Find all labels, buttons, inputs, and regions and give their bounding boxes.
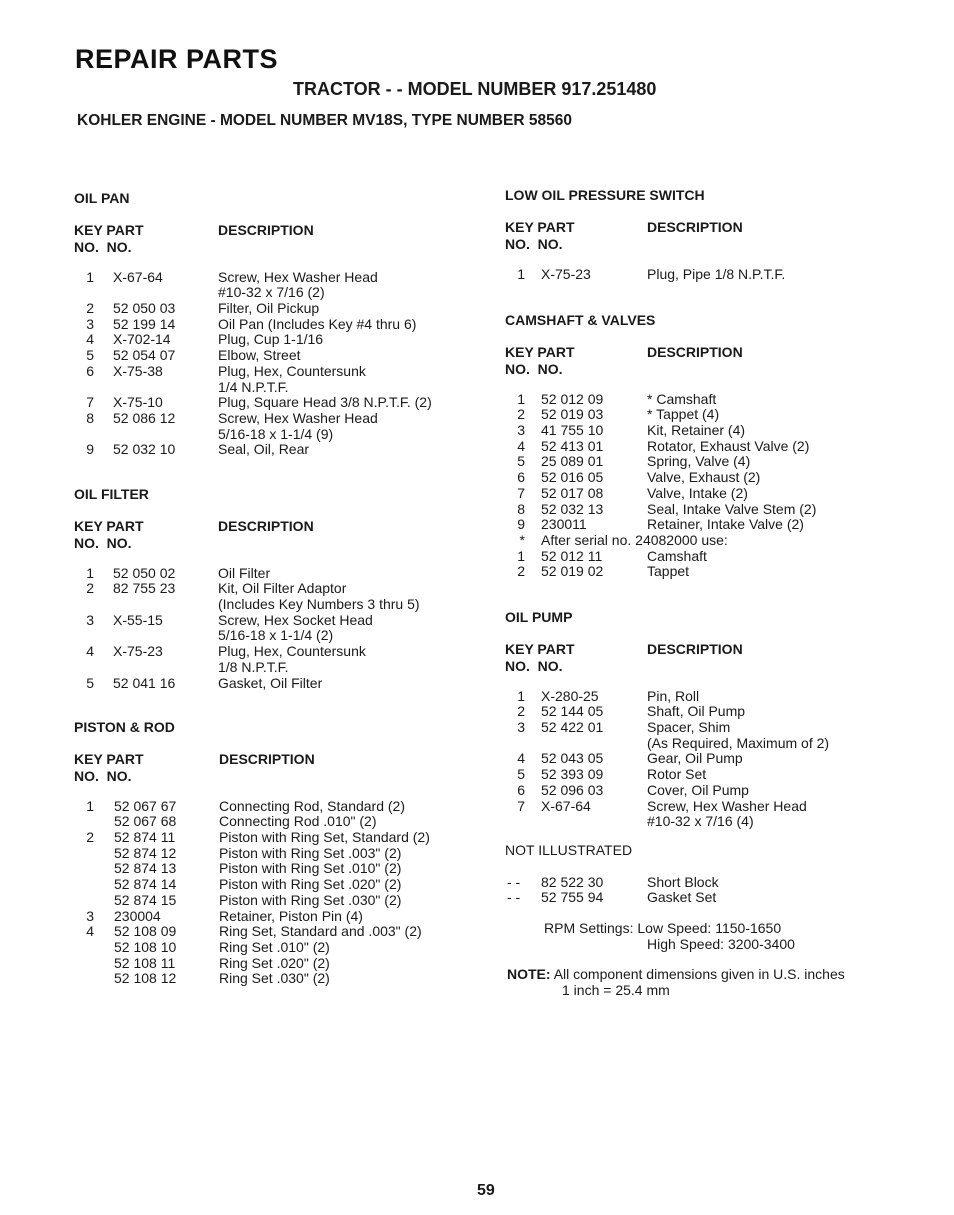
section-heading: OIL PAN — [74, 190, 130, 206]
part-description: Kit, Retainer (4) — [647, 422, 746, 439]
not-illustrated-section — [505, 843, 925, 906]
key-number: 2 — [86, 300, 94, 317]
part-description: Retainer, Intake Valve (2) — [647, 516, 804, 533]
part-row — [505, 767, 925, 783]
key-part-header — [505, 219, 575, 253]
part-number: 52 050 02 — [113, 564, 176, 581]
page-number: 59 — [477, 1182, 495, 1199]
part-description: Connecting Rod, Standard (2) — [219, 797, 405, 814]
rpm-settings — [544, 921, 924, 952]
key-number: 1 — [86, 564, 94, 581]
part-number: 52 012 11 — [541, 547, 603, 564]
part-description: Retainer, Piston Pin (4) — [219, 907, 363, 924]
part-number: 52 054 07 — [113, 347, 176, 364]
description-header: DESCRIPTION — [647, 640, 743, 657]
column-header — [505, 344, 925, 378]
section-heading: LOW OIL PRESSURE SWITCH — [505, 187, 705, 203]
part-number: 52 067 67 — [114, 797, 177, 814]
part-row — [74, 270, 494, 301]
part-number: 52 108 12 — [114, 970, 177, 987]
part-description: Spring, Valve (4) — [647, 453, 751, 470]
part-description: Elbow, Street — [218, 347, 301, 364]
part-row — [505, 454, 925, 470]
key-number: 3 — [86, 315, 94, 332]
part-description: * Camshaft — [647, 390, 717, 407]
no-no-label: NO. NO. — [505, 360, 563, 377]
part-row — [505, 517, 925, 533]
part-row — [505, 502, 925, 518]
part-row — [74, 861, 494, 877]
part-description: Plug, Square Head 3/8 N.P.T.F. (2) — [218, 394, 432, 411]
key-number: 4 — [517, 437, 525, 454]
part-number: X-702-14 — [113, 331, 171, 348]
part-number: 52 032 10 — [113, 441, 176, 458]
part-number: X-55-15 — [113, 611, 163, 628]
part-description: Plug, Hex, Countersunk — [218, 362, 366, 379]
part-row — [505, 704, 925, 720]
key-number: 1 — [517, 547, 525, 564]
key-number: 9 — [86, 441, 94, 458]
part-description: Screw, Hex Socket Head — [218, 611, 373, 628]
description-header: DESCRIPTION — [218, 221, 314, 238]
part-description: 1/8 N.P.T.F. — [218, 658, 289, 675]
part-number: X-75-23 — [113, 643, 163, 660]
part-description: Plug, Hex, Countersunk — [218, 643, 366, 660]
part-row — [74, 971, 494, 987]
part-row — [74, 566, 494, 582]
section-heading: CAMSHAFT & VALVES — [505, 312, 656, 328]
part-number: 41 755 10 — [541, 422, 604, 439]
key-part-header — [74, 751, 144, 785]
oil-pan-section — [74, 191, 494, 458]
part-row — [74, 799, 494, 815]
key-number: 3 — [86, 611, 94, 628]
page-title: REPAIR PARTS — [75, 44, 279, 74]
part-description: #10-32 x 7/16 (2) — [218, 284, 325, 301]
part-description: Kit, Oil Filter Adaptor — [218, 580, 347, 597]
key-number: 7 — [86, 394, 94, 411]
part-number: 82 755 23 — [113, 580, 176, 597]
part-description: Rotor Set — [647, 766, 707, 783]
key-number: 4 — [86, 643, 94, 660]
oil-filter-section — [74, 487, 494, 691]
part-row — [505, 751, 925, 767]
part-number: 52 108 11 — [114, 954, 176, 971]
rpm-low-speed: Low Speed: 1150-1650 — [637, 920, 782, 936]
part-number: X-67-64 — [541, 797, 591, 814]
part-description: Gear, Oil Pump — [647, 750, 743, 767]
part-row — [74, 814, 494, 830]
key-number: - - — [507, 889, 521, 906]
description-header: DESCRIPTION — [219, 750, 315, 767]
part-number: 52 393 09 — [541, 766, 604, 783]
key-part-header — [74, 518, 144, 552]
part-description: Spacer, Shim — [647, 719, 731, 736]
part-row — [74, 940, 494, 956]
part-row — [74, 644, 494, 675]
note-line-2: 1 inch = 25.4 mm — [562, 981, 670, 998]
note-line-1: All component dimensions given in U.S. inches — [553, 966, 845, 982]
key-number: 6 — [86, 362, 94, 379]
key-part-label: KEY PART — [505, 343, 575, 360]
key-number: * — [519, 531, 525, 548]
part-row — [74, 395, 494, 411]
part-row — [505, 470, 925, 486]
camshaft-valves-section — [505, 313, 925, 580]
part-row — [505, 486, 925, 502]
part-number: 52 067 68 — [114, 813, 177, 830]
key-number: 5 — [86, 674, 94, 691]
part-row — [74, 676, 494, 692]
key-part-label: KEY PART — [74, 517, 144, 534]
engine-model-heading: KOHLER ENGINE - MODEL NUMBER MV18S, TYPE NUMBER 58560 — [77, 112, 572, 129]
key-part-label: KEY PART — [74, 750, 144, 767]
no-no-label: NO. NO. — [505, 657, 563, 674]
no-no-label: NO. NO. — [505, 235, 563, 252]
part-description: Valve, Intake (2) — [647, 484, 748, 501]
key-number: 1 — [86, 268, 94, 285]
part-number: 52 086 12 — [113, 409, 176, 426]
part-row — [74, 301, 494, 317]
part-description: 5/16-18 x 1-1/4 (9) — [218, 425, 334, 442]
part-description: Screw, Hex Washer Head — [218, 409, 378, 426]
part-number: X-75-10 — [113, 394, 163, 411]
key-number: 4 — [86, 923, 94, 940]
part-row — [74, 613, 494, 644]
part-description: Pin, Roll — [647, 687, 700, 704]
part-description: Camshaft — [647, 547, 707, 564]
part-description: (As Required, Maximum of 2) — [647, 734, 830, 751]
column-header — [74, 518, 494, 552]
oil-pump-section — [505, 610, 925, 830]
part-row — [505, 720, 925, 751]
part-description: Ring Set .030" (2) — [219, 970, 330, 987]
part-row — [505, 890, 925, 906]
part-row — [505, 689, 925, 705]
part-number: 52 016 05 — [541, 469, 604, 486]
part-description: 5/16-18 x 1-1/4 (2) — [218, 627, 334, 644]
part-row — [74, 909, 494, 925]
key-part-label: KEY PART — [505, 640, 575, 657]
part-row — [74, 581, 494, 612]
part-number: 52 755 94 — [541, 889, 604, 906]
part-description: Ring Set, Standard and .003" (2) — [219, 923, 422, 940]
key-number: 2 — [517, 703, 525, 720]
key-number: 7 — [517, 484, 525, 501]
key-number: 7 — [517, 797, 525, 814]
part-number: 25 089 01 — [541, 453, 604, 470]
part-number: After serial no. 24082000 use: — [541, 531, 728, 548]
key-part-label: KEY PART — [74, 221, 144, 238]
part-number: 52 874 13 — [114, 860, 177, 877]
part-row — [505, 267, 925, 283]
key-number: - - — [507, 873, 521, 890]
part-description: Screw, Hex Washer Head — [647, 797, 807, 814]
part-description: Plug, Pipe 1/8 N.P.T.F. — [647, 265, 786, 282]
rpm-label: RPM Settings: — [544, 920, 634, 936]
part-row — [505, 392, 925, 408]
section-heading: PISTON & ROD — [74, 719, 175, 735]
key-number: 5 — [517, 453, 525, 470]
part-row — [505, 799, 925, 830]
description-header: DESCRIPTION — [218, 517, 314, 534]
part-row — [74, 830, 494, 846]
part-number: 52 019 03 — [541, 406, 604, 423]
part-description: Tappet — [647, 563, 690, 580]
part-number: 230004 — [114, 907, 161, 924]
piston-rod-section — [74, 720, 494, 987]
part-row — [505, 533, 925, 549]
key-part-label: KEY PART — [505, 218, 575, 235]
part-number: 52 874 14 — [114, 876, 177, 893]
part-description: Seal, Intake Valve Stem (2) — [647, 500, 817, 517]
part-number: 52 096 03 — [541, 781, 604, 798]
low-oil-pressure-section — [505, 188, 925, 282]
part-description: 1/4 N.P.T.F. — [218, 378, 289, 395]
part-description: Ring Set .020" (2) — [219, 954, 330, 971]
no-no-label: NO. NO. — [74, 238, 132, 255]
key-number: 2 — [86, 580, 94, 597]
part-row — [74, 332, 494, 348]
key-number: 1 — [517, 390, 525, 407]
key-number: 3 — [517, 422, 525, 439]
part-number: 52 874 12 — [114, 844, 177, 861]
part-number: X-67-64 — [113, 268, 163, 285]
part-description: Oil Pan (Includes Key #4 thru 6) — [218, 315, 417, 332]
key-part-header — [505, 344, 575, 378]
part-description: Ring Set .010" (2) — [219, 938, 330, 955]
part-description: Piston with Ring Set .010" (2) — [219, 860, 402, 877]
part-description: Filter, Oil Pickup — [218, 300, 320, 317]
part-row — [74, 317, 494, 333]
part-description: Gasket, Oil Filter — [218, 674, 323, 691]
part-description: Short Block — [647, 873, 719, 890]
key-number: 3 — [86, 907, 94, 924]
part-number: 52 108 09 — [114, 923, 177, 940]
part-description: Plug, Cup 1-1/16 — [218, 331, 324, 348]
part-description: Valve, Exhaust (2) — [647, 469, 761, 486]
part-description: Gasket Set — [647, 889, 717, 906]
part-number: 52 017 08 — [541, 484, 604, 501]
description-header: DESCRIPTION — [647, 343, 743, 360]
part-description: Piston with Ring Set .030" (2) — [219, 891, 402, 908]
key-number: 1 — [86, 797, 94, 814]
part-description: Screw, Hex Washer Head — [218, 268, 378, 285]
part-number: 52 413 01 — [541, 437, 604, 454]
rpm-high-speed: High Speed: 3200-3400 — [647, 935, 795, 952]
part-number: 52 012 09 — [541, 390, 604, 407]
part-row — [74, 348, 494, 364]
part-number: 52 199 14 — [113, 315, 176, 332]
part-description: Rotator, Exhaust Valve (2) — [647, 437, 810, 454]
key-number: 2 — [517, 563, 525, 580]
part-row — [505, 439, 925, 455]
part-number: X-280-25 — [541, 687, 599, 704]
part-row — [74, 924, 494, 940]
part-number: 52 050 03 — [113, 300, 176, 317]
key-number: 8 — [86, 409, 94, 426]
section-heading: NOT ILLUSTRATED — [505, 842, 633, 858]
part-description: Piston with Ring Set .020" (2) — [219, 876, 402, 893]
part-number: 52 032 13 — [541, 500, 604, 517]
part-number: 52 043 05 — [541, 750, 604, 767]
column-header — [505, 641, 925, 675]
part-number: 52 422 01 — [541, 719, 604, 736]
part-description: * Tappet (4) — [647, 406, 720, 423]
part-row — [74, 411, 494, 442]
key-number: 8 — [517, 500, 525, 517]
key-part-header — [74, 222, 144, 256]
part-description: Piston with Ring Set, Standard (2) — [219, 829, 430, 846]
part-description: (Includes Key Numbers 3 thru 5) — [218, 596, 420, 613]
key-number: 6 — [517, 781, 525, 798]
part-number: 52 041 16 — [113, 674, 176, 691]
part-number: 52 874 15 — [114, 891, 177, 908]
part-number: 52 019 02 — [541, 563, 604, 580]
part-row — [505, 549, 925, 565]
key-number: 4 — [517, 750, 525, 767]
part-row — [505, 407, 925, 423]
part-description: Piston with Ring Set .003" (2) — [219, 844, 402, 861]
part-number: 230011 — [541, 516, 587, 533]
part-row — [74, 364, 494, 395]
part-row — [505, 423, 925, 439]
part-row — [505, 875, 925, 891]
dimension-note — [507, 967, 927, 998]
part-description: Seal, Oil, Rear — [218, 441, 310, 458]
section-heading: OIL PUMP — [505, 609, 573, 625]
part-row — [74, 893, 494, 909]
tractor-model-heading: TRACTOR - - MODEL NUMBER 917.251480 — [293, 79, 657, 99]
part-number: 82 522 30 — [541, 873, 604, 890]
part-number: 52 874 11 — [114, 829, 176, 846]
description-header: DESCRIPTION — [647, 218, 743, 235]
key-number: 5 — [517, 766, 525, 783]
part-row — [74, 442, 494, 458]
column-header — [74, 751, 494, 785]
column-header — [505, 219, 925, 253]
part-row — [505, 783, 925, 799]
key-number: 2 — [86, 829, 94, 846]
part-number: 52 144 05 — [541, 703, 604, 720]
key-number: 6 — [517, 469, 525, 486]
key-number: 1 — [517, 687, 525, 704]
part-number: X-75-38 — [113, 362, 163, 379]
key-number: 5 — [86, 347, 94, 364]
part-row — [505, 564, 925, 580]
key-number: 4 — [86, 331, 94, 348]
column-header — [74, 222, 494, 256]
part-description: #10-32 x 7/16 (4) — [647, 813, 754, 830]
note-label: NOTE: — [507, 966, 551, 982]
part-description: Connecting Rod .010" (2) — [219, 813, 377, 830]
key-number: 2 — [517, 406, 525, 423]
key-number: 9 — [517, 516, 525, 533]
no-no-label: NO. NO. — [74, 534, 132, 551]
part-description: Cover, Oil Pump — [647, 781, 749, 798]
part-description: Shaft, Oil Pump — [647, 703, 746, 720]
key-number: 3 — [517, 719, 525, 736]
part-description: Oil Filter — [218, 564, 271, 581]
section-heading: OIL FILTER — [74, 486, 149, 502]
part-number: X-75-23 — [541, 265, 591, 282]
part-number: 52 108 10 — [114, 938, 177, 955]
key-part-header — [505, 641, 575, 675]
part-row — [74, 877, 494, 893]
key-number: 1 — [517, 265, 525, 282]
part-row — [74, 956, 494, 972]
part-row — [74, 846, 494, 862]
no-no-label: NO. NO. — [74, 767, 132, 784]
